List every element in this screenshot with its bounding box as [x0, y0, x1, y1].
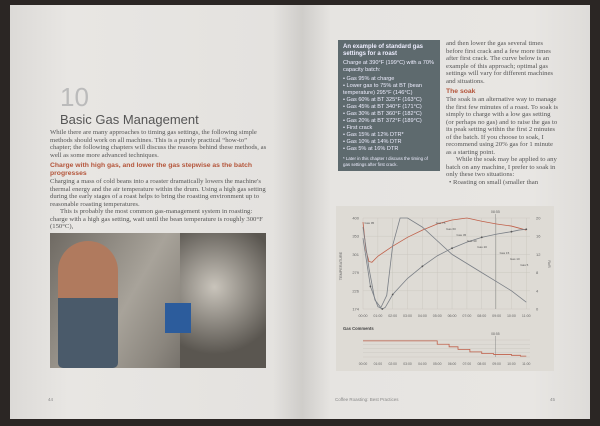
gas-x-tick-label: 09:00 — [492, 362, 501, 366]
gas-label: Gas 75 — [435, 221, 446, 225]
gas-label: Gas 60 — [446, 227, 456, 231]
gas-x-tick-label: 08:00 — [477, 362, 487, 366]
gas-label: Gas 45 — [456, 233, 467, 237]
y2-tick-label: 4 — [536, 288, 539, 294]
x-tick-label: 06:00 — [447, 314, 457, 318]
right-text-column — [446, 40, 558, 186]
y-tick-label: 279 — [352, 270, 359, 276]
gas-label: Gas 20 — [477, 245, 487, 249]
gas-setting-item: • Gas 95% at charge — [343, 76, 395, 82]
gas-setting-item: • Gas 30% at BT 360°F (182°C) — [343, 111, 422, 117]
bt-point — [392, 294, 394, 296]
bt-point — [370, 286, 372, 288]
x-tick-label: 09:00 — [492, 314, 502, 318]
gas-x-tick-label: 04:00 — [418, 362, 427, 366]
roast-curve-chart — [336, 206, 554, 371]
body-paragraph: The soak is an alternative way to manage the first few minutes of a roast. To soak is simply to charge with a low gas setting (or perhaps no gas) and to raise the gas to its peak setting within the first 2 minutes of the batch. If you choose to soak, I recommend using 20% gas for 1 minute as a starting point. — [446, 96, 558, 156]
body-paragraph: and then lower the gas several times before first crack and a few more times after first crack. The curve below is an example of this approach; optimal gas settings will vary for different machines and situations. — [446, 40, 554, 85]
bt-point — [525, 228, 527, 230]
y-tick-label: 400 — [352, 215, 359, 221]
gas-x-tick-label: 10:00 — [507, 362, 516, 366]
sidebar-title: An example of standard gas settings for a roast — [343, 44, 424, 57]
y2-axis-label: RoR — [547, 260, 551, 268]
gas-label: Gas 5 — [520, 263, 529, 267]
x-tick-label: 03:00 — [403, 314, 413, 318]
bt-point — [511, 231, 513, 233]
gas-x-tick-label: 00:00 — [358, 362, 368, 366]
body-paragraph: While the soak may be applied to any batch on any machine, I prefer to soak in only these two situations: — [446, 156, 557, 178]
y2-tick-label: 8 — [536, 270, 539, 276]
chapter-number: 10 — [60, 82, 89, 112]
gas-x-tick-label: 03:00 — [403, 362, 412, 366]
x-tick-label: 11:00 — [521, 314, 531, 318]
y-tick-label: 301 — [352, 251, 359, 257]
gas-x-tick-label: 01:00 — [373, 362, 383, 366]
bt-point — [481, 236, 483, 238]
x-tick-label: 10:00 — [506, 314, 516, 318]
gas-settings-sidebar — [338, 40, 440, 171]
gas-label: Gas 10 — [509, 257, 520, 261]
y2-tick-label: 16 — [536, 233, 541, 239]
gas-chart-title: Gas Comments — [343, 326, 374, 331]
chart-background — [336, 206, 554, 371]
y2-tick-label: 0 — [536, 306, 539, 312]
gas-x-tick-label: 06:00 — [447, 362, 457, 366]
gas-settings-list — [343, 76, 435, 153]
gas-setting-item: • Lower gas to 75% at BT (bean temperature) 295°F (146°C) — [343, 83, 422, 96]
x-tick-label: 04:00 — [417, 314, 427, 318]
y2-tick-label: 20 — [536, 215, 541, 221]
gas-setting-item: • Gas 20% at BT 372°F (189°C) — [343, 118, 422, 124]
marker-label: 08:55 — [490, 210, 500, 214]
x-tick-label: 00:00 — [358, 314, 368, 318]
y-tick-label: 353 — [352, 233, 359, 239]
page-number: 45 — [550, 397, 556, 402]
roaster-photo — [50, 233, 266, 368]
x-tick-label: 02:00 — [388, 314, 398, 318]
section-heading-soak: The soak — [446, 88, 476, 95]
intro-paragraph: While there are many approaches to timing gas settings, the following simple methods should work on all machines. This is a purely practical “how-to” chapter; the following chapters will discuss the reasons behind these methods, as well as some more advanced techniques. — [50, 129, 267, 159]
running-title: Coffee Roasting: Best Practices — [335, 397, 399, 402]
left-text-column — [50, 129, 270, 231]
gas-setting-item: • Gas 60% at BT 325°F (163°C) — [343, 97, 422, 103]
section-heading: Charge with high gas, and lower the gas stepwise as the batch progresses — [50, 162, 253, 177]
gas-label: Gas 95 — [364, 221, 375, 225]
y-tick-label: 226 — [352, 288, 359, 294]
gas-x-tick-label: 07:00 — [462, 362, 472, 366]
bt-point — [451, 247, 453, 249]
y-axis-label: TEMPERATURE — [339, 251, 343, 281]
gas-setting-item: • Gas 15% at 12% DTR* — [343, 132, 404, 138]
gas-setting-item: • Gas 5% at 16% DTR — [343, 146, 399, 152]
x-tick-label: 01:00 — [373, 314, 383, 318]
body-paragraph: Charging a mass of cold beans into a roaster dramatically lowers the machine's thermal energy and the air temperature within the drum. Using a high gas setting during the early stages of a roast helps to bring the roasting environment up to reasonable roasting temperatures. — [50, 178, 266, 208]
x-tick-label: 05:00 — [432, 314, 442, 318]
bullet-item: • Roasting on small (smaller than — [449, 178, 539, 186]
x-tick-label: 08:00 — [477, 314, 487, 318]
page-number: 44 — [48, 397, 54, 402]
gas-x-tick-label: 05:00 — [432, 362, 442, 366]
sidebar-subtitle: Charge at 390°F (199°C) with a 70% capacity batch: — [343, 60, 434, 73]
gas-label: Gas 30 — [466, 239, 477, 243]
sidebar-note: * Later in this chapter I discuss the timing of gas settings after first crack. — [343, 156, 428, 167]
x-tick-label: 07:00 — [462, 314, 472, 318]
body-paragraph: This is probably the most common gas-management system in roasting: charge with a high gas setting, wait until the bean temperature is roughly 300°F (150°C), — [50, 208, 263, 230]
gas-x-tick-label: 11:00 — [522, 362, 531, 366]
chapter-title: Basic Gas Management — [60, 112, 199, 127]
y2-tick-label: 12 — [536, 251, 541, 257]
gas-setting-item: • Gas 45% at BT 340°F (171°C) — [343, 104, 422, 110]
gas-x-tick-label: 02:00 — [388, 362, 397, 366]
bt-point — [421, 265, 423, 267]
y-tick-label: 174 — [352, 306, 359, 312]
gas-label: Gas 15 — [499, 251, 510, 255]
gas-setting-item: • Gas 10% at 14% DTR — [343, 139, 402, 145]
gas-marker-label: 08:55 — [491, 332, 500, 336]
gas-setting-item: • First crack — [343, 125, 373, 131]
bt-point — [381, 308, 383, 310]
